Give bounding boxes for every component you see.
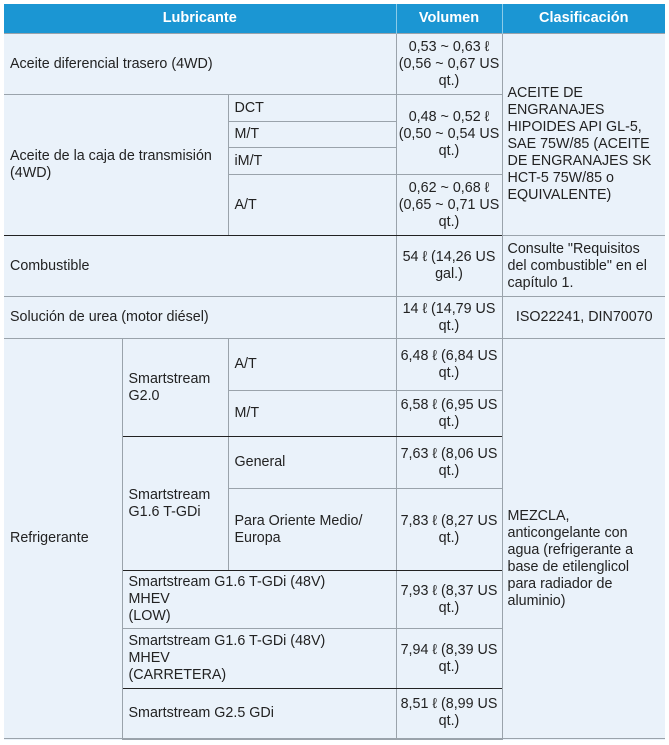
refrigerante-name: Refrigerante — [4, 339, 122, 739]
g20-engine: Smartstream G2.0 — [122, 339, 228, 437]
header-volumen: Volumen — [396, 4, 502, 34]
header-lubricante: Lubricante — [4, 4, 396, 34]
mhev-low-engine: Smartstream G1.6 T-GDi (48V) MHEV (LOW) — [122, 571, 396, 629]
mhev-carretera-volume: 7,94 ℓ (8,39 US qt.) — [396, 629, 502, 689]
g25-volume: 8,51 ℓ (8,99 US qt.) — [396, 689, 502, 739]
transmision-variant-at: A/T — [228, 175, 396, 236]
g16-variant-oriente: Para Oriente Medio/ Europa — [228, 489, 396, 571]
combustible-volume: 54 ℓ (14,26 US gal.) — [396, 236, 502, 297]
g25-engine: Smartstream G2.5 GDi — [122, 689, 396, 739]
combustible-name: Combustible — [4, 236, 396, 297]
mhev-carretera-engine: Smartstream G1.6 T-GDi (48V) MHEV (CARRETERA) — [122, 629, 396, 689]
g16-volume-general: 7,63 ℓ (8,06 US qt.) — [396, 437, 502, 489]
header-clasificacion: Clasificación — [502, 4, 665, 34]
g16-volume-oriente: 7,83 ℓ (8,27 US qt.) — [396, 489, 502, 571]
table-row — [4, 339, 665, 391]
g16-engine: Smartstream G1.6 T-GDi — [122, 437, 228, 571]
table-header-row — [4, 4, 665, 34]
transmision-variant-mt: M/T — [228, 122, 396, 148]
g20-variant-at: A/T — [228, 339, 396, 391]
diferencial-volume: 0,53 ~ 0,63 ℓ (0,56 ~ 0,67 US qt.) — [396, 34, 502, 95]
transmision-name: Aceite de la caja de transmisión (4WD) — [4, 95, 228, 236]
urea-classification: ISO22241, DIN70070 — [502, 297, 665, 339]
diferencial-name: Aceite diferencial trasero (4WD) — [4, 34, 396, 95]
transmision-variant-dct: DCT — [228, 95, 396, 122]
table-row — [4, 297, 665, 339]
urea-volume: 14 ℓ (14,79 US qt.) — [396, 297, 502, 339]
refrigerante-classification: MEZCLA, anticongelante con agua (refrigerante a base de etilenglicol para radiador de aluminio) — [502, 339, 665, 739]
transmision-volume-at: 0,62 ~ 0,68 ℓ (0,65 ~ 0,71 US qt.) — [396, 175, 502, 236]
mhev-low-volume: 7,93 ℓ (8,37 US qt.) — [396, 571, 502, 629]
combustible-classification: Consulte "Requisitos del combustible" en el capítulo 1. — [502, 236, 665, 297]
transmision-variant-imt: iM/T — [228, 148, 396, 175]
g16-variant-general: General — [228, 437, 396, 489]
transmision-volume-manual: 0,48 ~ 0,52 ℓ (0,50 ~ 0,54 US qt.) — [396, 95, 502, 175]
engranajes-classification: ACEITE DE ENGRANAJES HIPOIDES API GL-5, SAE 75W/85 (ACEITE DE ENGRANAJES SK HCT-5 75W/85 o EQUIVALENTE) — [502, 34, 665, 236]
table-row — [4, 34, 665, 95]
urea-name: Solución de urea (motor diésel) — [4, 297, 396, 339]
table-row — [4, 236, 665, 297]
g20-volume-at: 6,48 ℓ (6,84 US qt.) — [396, 339, 502, 391]
lubricant-capacity-table — [4, 4, 665, 740]
g20-variant-mt: M/T — [228, 391, 396, 437]
g20-volume-mt: 6,58 ℓ (6,95 US qt.) — [396, 391, 502, 437]
